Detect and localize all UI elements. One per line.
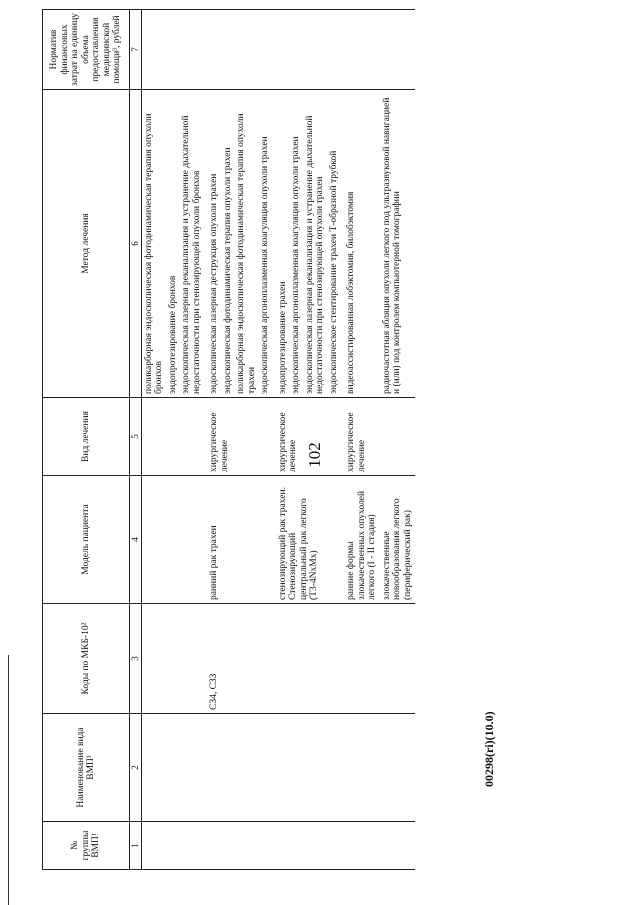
icd-codes-cell: C34, C33 [207,604,276,714]
method-line: видеоассистированная лобэктомия, билобэктомия [346,191,356,394]
group-number-cell [207,822,276,870]
method-line: радиочастотная абляция опухоли легкого под ультразвуковой навигацией и (или) под контролем компьютерной томографии [381,97,402,394]
header-treatment-type: Вид лечения [43,398,130,476]
cost-norm-cell [380,10,416,90]
method-line: эндоскопическая лазерная деструкция опухоли трахеи [209,173,219,394]
treatment-method-cell [207,90,276,398]
col-num: 6 [130,90,142,398]
vmp-name-cell [141,714,207,822]
header-treatment-method: Метод лечения [43,90,130,398]
cost-norm-cell [141,10,207,90]
table-row [276,10,345,870]
document-code: 00298(ri)(10.0) [482,711,496,787]
col-num: 3 [130,604,142,714]
method-line: эндоскопическая лазерная реканализация и устранение дыхательной недостаточности при стенозирующей опухоли бронхов [181,115,202,394]
column-number-row [130,10,142,870]
treatment-method-cell [276,90,345,398]
method-line: поликарборная эндоскопическая фотодинамическая терапия опухоли трахеи [236,113,257,394]
table-rotated-container [42,10,622,870]
col-num: 1 [130,822,142,870]
vmp-name-cell [276,714,345,822]
patient-model-cell: злокачественные новообразования легкого (периферический рак) [380,476,416,604]
cost-norm-cell [207,10,276,90]
vmp-name-cell [380,714,416,822]
page-number: 102 [305,442,324,468]
patient-model-cell [141,476,207,604]
group-number-cell [344,822,380,870]
icd-codes-cell [380,604,416,714]
cost-norm-cell [344,10,380,90]
patient-model-cell: стенозирующий рак трахеи. Стенозирующий центральный рак легкого (Т3-4NxMx) [276,476,345,604]
treatment-method-cell [141,90,207,398]
treatment-method-cell [380,90,416,398]
table-body [141,10,415,870]
treatment-type-cell: хирургическое лечение [207,398,276,476]
table-row [141,10,207,870]
patient-model-cell: ранний рак трахеи [207,476,276,604]
cost-norm-cell [276,10,345,90]
table-row [344,10,380,870]
treatment-method-cell [344,90,380,398]
treatment-type-cell [141,398,207,476]
method-line: поликарборная эндоскопическая фотодинамическая терапия опухоли бронхов [143,113,164,394]
table-row [207,10,276,870]
method-line: эндоскопическая аргоноплазменная коагуляция опухоли трахеи [291,136,301,394]
col-num: 7 [130,10,142,90]
treatment-type-cell [380,398,416,476]
header-cost-norm: Норматив финансовых затрат на единицу объема предоставления медицинской помощи³, рублей [43,10,130,90]
group-number-cell [141,822,207,870]
icd-codes-cell [344,604,380,714]
vmp-name-cell [207,714,276,822]
vmp-table [42,9,415,870]
vmp-name-cell [344,714,380,822]
treatment-type-cell: хирургическое лечение [344,398,380,476]
header-patient-model: Модель пациента [43,476,130,604]
margin-rule [8,655,9,905]
patient-model-cell: ранние формы злокачественных опухолей легкого (I - II стадия) [344,476,380,604]
group-number-cell [380,822,416,870]
method-line: эндоскопическая лазерная реканализация и устранение дыхательной недостаточности при стенозирующей опухоли трахеи [304,115,325,394]
table-row [380,10,416,870]
method-line: эндоскопическое стентирование трахеи Т-образной трубкой [328,150,339,394]
method-line: эндоскопическая аргоноплазменная коагуляция опухоли трахеи [260,136,270,394]
method-line: эндопротезирование бронхов [167,275,178,394]
header-row [43,10,130,870]
method-line: эндоскопическая фотодинамическая терапия опухоли трахеи [222,147,233,394]
header-icd-codes: Коды по МКБ-10² [43,604,130,714]
group-number-cell [276,822,345,870]
method-line: эндопротезирование трахеи [277,281,288,394]
col-num: 5 [130,398,142,476]
col-num: 4 [130,476,142,604]
col-num: 2 [130,714,142,822]
treatment-type-cell: хирургическое лечение [276,398,345,476]
icd-codes-cell [141,604,207,714]
header-group-number: № группы ВМП¹ [43,822,130,870]
icd-codes-cell [276,604,345,714]
header-vmp-name: Наименование вида ВМП¹ [43,714,130,822]
